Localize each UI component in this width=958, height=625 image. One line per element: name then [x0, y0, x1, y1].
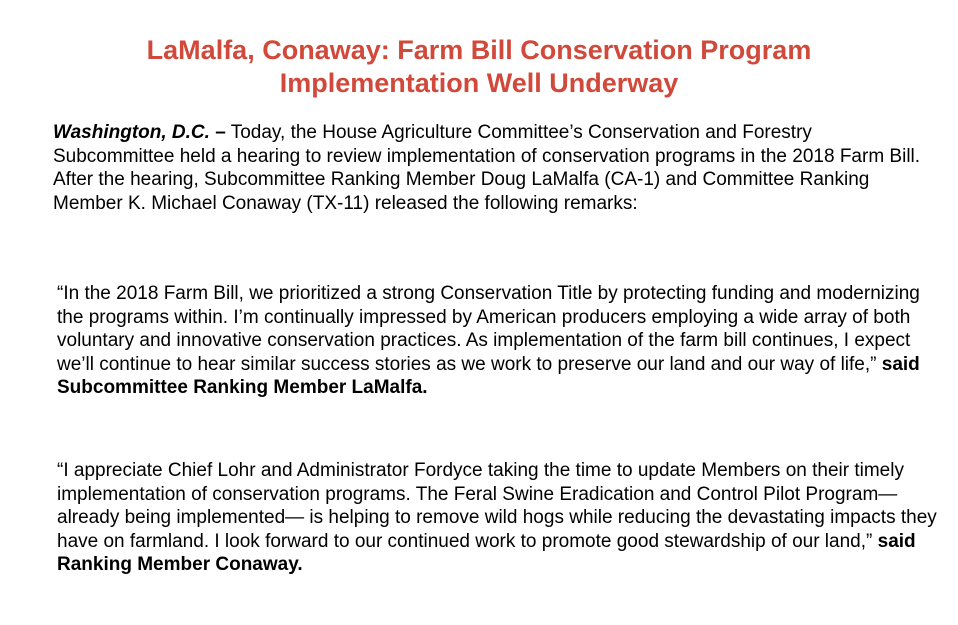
quote-conaway	[57, 459, 937, 577]
press-release-title	[40, 34, 918, 100]
quote-lamalfa-attribution: said Subcommittee Ranking Member LaMalfa.	[57, 353, 920, 398]
lead-paragraph	[53, 121, 933, 215]
title-line-1: LaMalfa, Conaway: Farm Bill Conservation Program	[146, 35, 812, 65]
dateline: Washington, D.C.	[53, 122, 210, 143]
lead-text: Today, the House Agriculture Committee’s Conservation and Forestry Subcommittee held a hearing to review implementation of conservation programs in the 2018 Farm Bill. After the hearing, Subcommittee Ranking Member Doug LaMalfa (CA-1) and Committee Ranking Member K. Michael Conaway (TX-11) released the following remarks:	[53, 122, 921, 214]
quote-conaway-text: “I appreciate Chief Lohr and Administrator Fordyce taking the time to update Members on their timely implementation of conservation programs. The Feral Swine Eradication and Control Pilot Program— already being implemented— is helping to remove wild hogs while reducing the devastating impacts they have on farmland. I look forward to our continued work to promote good stewardship of our land,”	[57, 460, 937, 552]
quote-lamalfa-text: “In the 2018 Farm Bill, we prioritized a strong Conservation Title by protecting funding and modernizing the programs within. I’m continually impressed by American producers employing a wide array of both voluntary and innovative conservation practices. As implementation of the farm bill continues, I expect we’ll continue to hear similar success stories as we work to preserve our land and our way of life,”	[57, 283, 920, 375]
quote-lamalfa	[57, 282, 937, 400]
dateline-dash: –	[209, 122, 226, 143]
title-line-2: Implementation Well Underway	[279, 68, 679, 98]
quote-conaway-attribution: said Ranking Member Conaway.	[57, 530, 916, 575]
